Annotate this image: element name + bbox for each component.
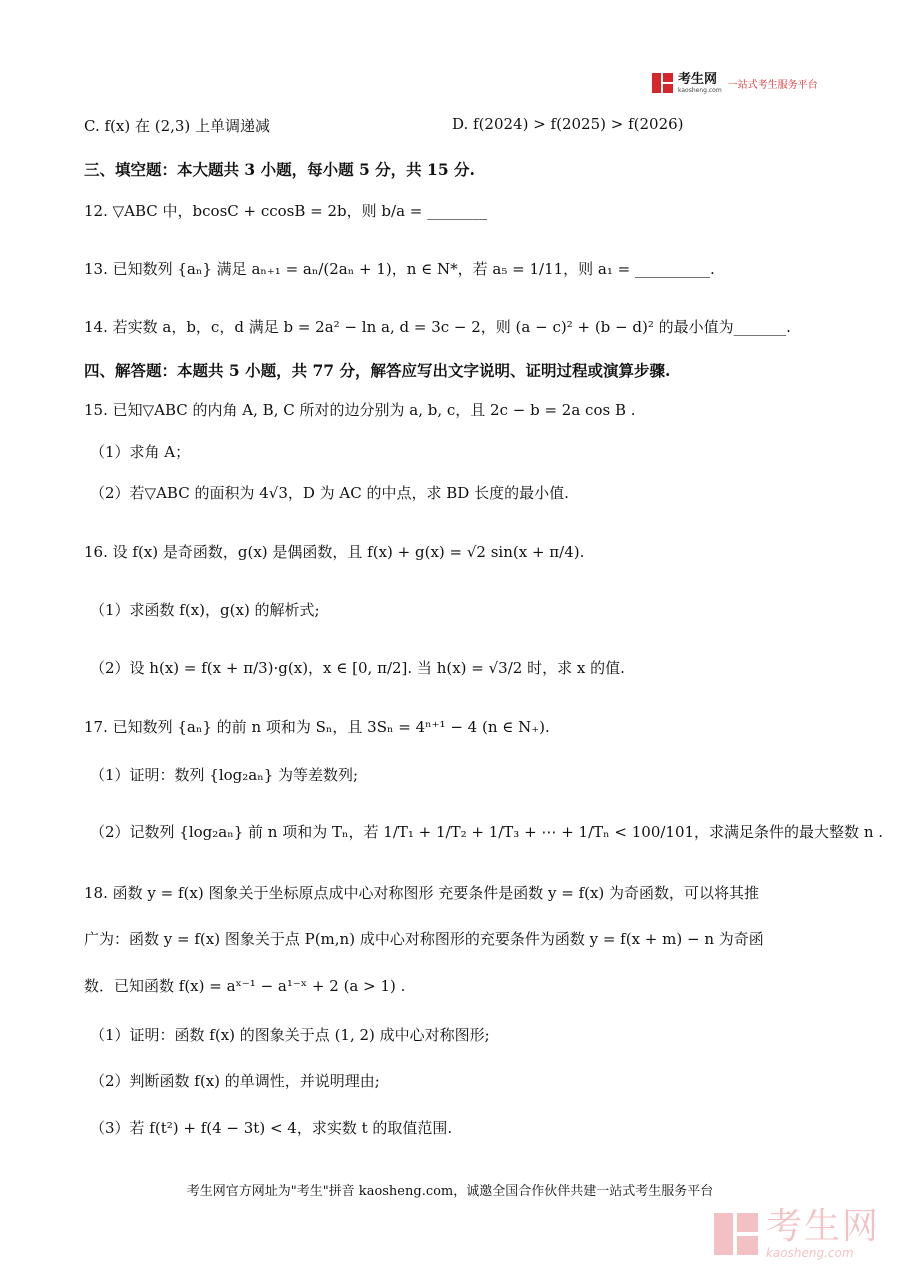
question-17: 17. 已知数列 {aₙ} 的前 n 项和为 Sₙ，且 3Sₙ = 4ⁿ⁺¹ − 4 (n ∈ N₊). [84,718,550,736]
logo-name: 考生网 [678,71,718,87]
option-d: D. f(2024) > f(2025) > f(2026) [452,115,684,133]
watermark-logo-icon [714,1211,760,1257]
watermark-name: 考生网 [765,1206,880,1247]
question-18-part3: （3）若 f(t²) + f(4 − 3t) < 4，求实数 t 的取值范围. [90,1119,453,1137]
kaosheng-logo-icon [652,72,674,94]
page-footer: 考生网官方网址为"考生"拼音 kaosheng.com，诚邀全国合作伙伴共建一站式考生服务平台 [186,1184,714,1199]
question-18-line2: 广为：函数 y = f(x) 图象关于点 P(m,n) 成中心对称图形的充要条件为函数 y = f(x + m) − n 为奇函 [84,930,764,948]
logo-domain: kaosheng.com [678,86,722,94]
question-16-part1: （1）求函数 f(x)，g(x) 的解析式; [90,601,320,619]
option-c: C. f(x) 在 (2,3) 上单调递减 [84,117,271,135]
question-18-line1: 18. 函数 y = f(x) 图象关于坐标原点成中心对称图形 充要条件是函数 y = f(x) 为奇函数，可以将其推 [84,884,760,902]
question-16-part2: （2）设 h(x) = f(x + π/3)·g(x)，x ∈ [0, π/2]. 当 h(x) = √3/2 时，求 x 的值. [90,659,625,677]
question-18-part2: （2）判断函数 f(x) 的单调性，并说明理由; [90,1072,380,1090]
question-18-line3: 数．已知函数 f(x) = aˣ⁻¹ − a¹⁻ˣ + 2 (a > 1) . [84,977,406,995]
header-logo [652,71,818,95]
section4-heading: 四、解答题：本题共 5 小题，共 77 分，解答应写出文字说明、证明过程或演算步骤. [84,361,671,380]
header-slogan: 一站式考生服务平台 [727,79,818,91]
watermark-domain: kaosheng.com [765,1246,854,1260]
question-16: 16. 设 f(x) 是奇函数，g(x) 是偶函数，且 f(x) + g(x) = √2 sin(x + π/4). [84,543,585,561]
watermark [714,1206,880,1260]
section3-heading: 三、填空题：本大题共 3 小题，每小题 5 分，共 15 分. [84,160,475,179]
question-12: 12. ▽ABC 中，bcosC + ccosB = 2b，则 b/a = ________ [84,202,488,220]
question-18-part1: （1）证明：函数 f(x) 的图象关于点 (1, 2) 成中心对称图形; [90,1026,490,1044]
question-17-part2: （2）记数列 {log₂aₙ} 前 n 项和为 Tₙ，若 1/T₁ + 1/T₂ + 1/T₃ + ⋯ + 1/Tₙ < 100/101，求满足条件的最大整数 n . [90,823,884,841]
question-15-part2: （2）若▽ABC 的面积为 4√3，D 为 AC 的中点，求 BD 长度的最小值. [90,484,569,502]
question-14: 14. 若实数 a，b，c，d 满足 b = 2a² − ln a, d = 3c − 2，则 (a − c)² + (b − d)² 的最小值为_______. [84,318,791,336]
question-13: 13. 已知数列 {aₙ} 满足 aₙ₊₁ = aₙ/(2aₙ + 1)，n ∈ N*，若 a₅ = 1/11，则 a₁ = __________. [84,260,715,278]
question-17-part1: （1）证明：数列 {log₂aₙ} 为等差数列; [90,766,359,784]
question-15-part1: （1）求角 A； [90,443,191,461]
question-15: 15. 已知▽ABC 的内角 A, B, C 所对的边分别为 a, b, c，且 2c − b = 2a cos B . [84,401,636,419]
